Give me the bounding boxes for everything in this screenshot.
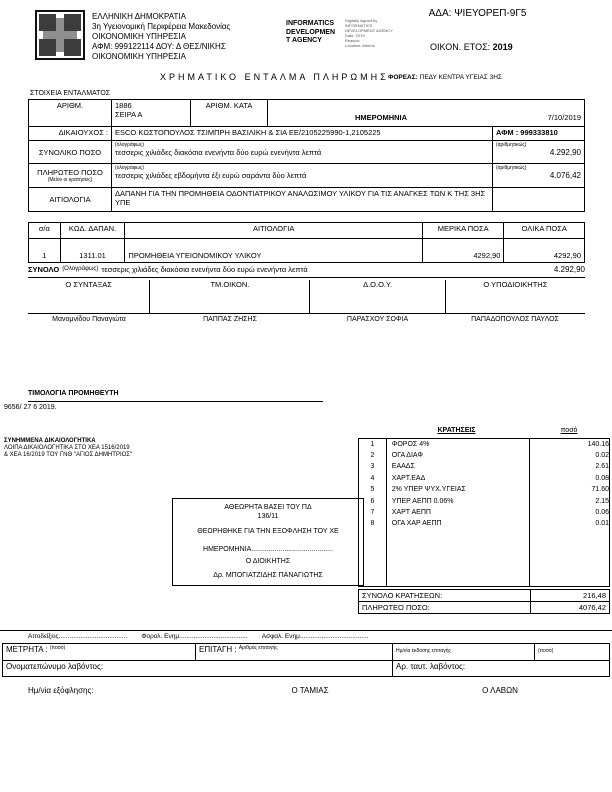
total-words: τεσσερις χιλιάδες διακόσια ενενήντα δύο ευρώ ενενήντα λεπτά bbox=[115, 148, 322, 157]
deduction-label: 2% ΥΠΕΡ ΨΥΧ.ΥΓΕΙΑΣ bbox=[391, 486, 466, 494]
approval-line: 136/11 bbox=[257, 512, 279, 520]
reason-empty-cell bbox=[493, 188, 585, 212]
approval-box bbox=[172, 498, 364, 586]
attachment-line: ΛΟΙΠΑ ΔΙΚΑΙΟΛΟΓΗΤΙΚΑ ΣΤΟ ΧΕΑ 1516/2019 bbox=[4, 445, 130, 451]
seira-value: ΣΕΙΡΑ Α bbox=[115, 110, 143, 119]
row-desc: ΠΡΟΜΗΘΕΙΑ ΥΓΕΙΟΝΟΜΙΚΟΥ ΥΛΙΚΟΥ bbox=[125, 250, 423, 263]
deduction-num: 4 bbox=[370, 474, 375, 482]
digital-signature-fineprint bbox=[345, 18, 415, 48]
deduction-num: 3 bbox=[370, 463, 375, 471]
cheque-date-cell bbox=[393, 644, 535, 661]
afm-label: ΑΦΜ : bbox=[496, 128, 519, 137]
date-value: 7/10/2019 bbox=[547, 113, 581, 122]
hellenic-cross-logo-icon bbox=[35, 10, 85, 60]
row-partial-amount: 4292,90 bbox=[422, 250, 504, 263]
ada-code bbox=[395, 8, 560, 20]
deduction-label: ΥΠΕΡ ΑΕΠΠ 0.06% bbox=[391, 497, 454, 505]
cheque-label: ΕΠΙΤΑΓΗ : bbox=[199, 645, 237, 654]
role-tm-oikon: ΤΜ.ΟΙΚΟΝ. bbox=[150, 280, 310, 313]
fineprint-line: DEVELOPMENT AGENCY bbox=[345, 28, 393, 33]
deduction-num: 5 bbox=[370, 486, 375, 494]
issuing-authority-block bbox=[92, 12, 282, 62]
deduction-row bbox=[359, 473, 609, 484]
spacer-cell bbox=[504, 239, 585, 250]
spacer-cell bbox=[422, 239, 504, 250]
payable-words: τεσσερις χιλιάδες εβδομήντα έξι ευρώ σαράντα δύο λεπτά bbox=[115, 171, 307, 180]
deduction-label: ΕΑΑΔΣ bbox=[391, 463, 415, 471]
deduction-label: ΟΓΑ ΧΑΡ ΑΕΠΠ bbox=[391, 520, 442, 528]
payoff-date-label: Ημ/νία εξόφλησης: bbox=[28, 686, 94, 695]
deduction-value: 2.61 bbox=[595, 463, 609, 471]
ada-label: ΑΔΑ: bbox=[428, 8, 452, 19]
receiver-id-cell: Αρ. ταυτ. λαβόντος: bbox=[393, 661, 610, 677]
deduction-num: 6 bbox=[370, 497, 375, 505]
fineprint-line: Reason: bbox=[345, 38, 360, 43]
sum-value: 4.292,90 bbox=[553, 265, 585, 274]
deduction-num: 8 bbox=[370, 520, 375, 528]
role-dooy: Δ.Ο.Ο.Υ. bbox=[310, 280, 445, 313]
deduction-row bbox=[359, 461, 609, 472]
spacer-cell bbox=[29, 239, 61, 250]
cheque-cell bbox=[196, 644, 393, 661]
total-value: 4.292,90 bbox=[549, 148, 581, 157]
afm-value: 999333810 bbox=[520, 128, 558, 137]
arithm-kata-label: ΑΡΙΘΜ. ΚΑΤΑ bbox=[191, 100, 268, 127]
reason-value: ΔΑΠΑΝΗ ΓΙΑ ΤΗΝ ΠΡΟΜΗΘΕΙΑ ΟΔΟΝΤΙΑΤΡΙΚΟΥ ΑΝΑΛΩΣΙΜΟΥ ΥΛΙΚΟΥ ΓΙΑ ΤΙΣ ΑΝΑΓΚΕΣ ΤΩΝ Κ ΤΗΣ 3ΗΣ ΥΠΕ bbox=[112, 188, 493, 212]
deduction-value: 140.16 bbox=[587, 440, 609, 448]
org-line: ΑΦΜ: 999122114 ΔΟΥ: Δ ΘΕΣ/ΝΙΚΗΣ bbox=[92, 42, 226, 51]
cash-amount-sublabel: (ποσό) bbox=[49, 645, 66, 651]
cheque-date-sublabel: Ημ/νία έκδοσης επιταγής bbox=[396, 648, 451, 654]
payable-value: 4.076,42 bbox=[549, 171, 581, 180]
entalma-info-table bbox=[28, 99, 585, 212]
deduction-value: 0.06 bbox=[595, 509, 609, 517]
row-sa: 1 bbox=[29, 250, 61, 263]
payment-method-table bbox=[2, 643, 610, 677]
deduction-row bbox=[359, 507, 609, 518]
clearance-line bbox=[28, 633, 468, 641]
attachment-line: & ΧΕΑ 16/2019 ΤΟΥ ΓΝΘ "ΑΓΙΟΣ ΔΗΜΗΤΡΙΟΣ" bbox=[4, 452, 133, 458]
col-header-total: ΟΛΙΚΑ ΠΟΣΑ bbox=[504, 223, 585, 239]
signer-name: ΠΑΠΠΑΣ ΖΗΣΗΣ bbox=[203, 316, 257, 323]
row-code: 1311.01 bbox=[60, 250, 125, 263]
role-ypodioikitis: Ο ΥΠΟΔΙΟΙΚΗΤΗΣ bbox=[483, 280, 548, 289]
org-line: ΕΛΛΗΝΙΚΗ ΔΗΜΟΚΡΑΤΙΑ bbox=[92, 12, 186, 21]
deduction-label: ΧΑΡΤ ΑΕΠΠ bbox=[391, 509, 431, 517]
signature-grid bbox=[28, 280, 585, 314]
cash-cell bbox=[3, 644, 196, 661]
numeric-label: (αριθμητικώς) bbox=[496, 142, 527, 148]
deduction-row bbox=[359, 450, 609, 461]
approval-name: Δρ. ΜΠΟΓΙΑΤΖΙΔΗΣ ΠΑΝΑΓΙΩΤΗΣ bbox=[213, 571, 323, 579]
payable-numeric-cell bbox=[493, 164, 585, 188]
spacer-cell bbox=[60, 239, 125, 250]
deductions-payable-value: 4076,42 bbox=[531, 601, 610, 614]
deduction-num: 2 bbox=[370, 452, 375, 460]
approval-line: ΑΘΕΩΡΗΤΑ ΒΑΣΕΙ ΤΟΥ ΠΔ bbox=[224, 504, 312, 511]
col-header-partial: ΜΕΡΙΚΑ ΠΟΣΑ bbox=[422, 223, 504, 239]
supplier-invoices-label: ΤΙΜΟΛΟΓΙΑ ΠΡΟΜΗΘΕΥΤΗ bbox=[28, 390, 323, 402]
attachments-block bbox=[4, 438, 174, 459]
arithm-value-cell bbox=[112, 100, 191, 127]
fiscal-year-value: 2019 bbox=[492, 42, 513, 52]
agency-line: T AGENCY bbox=[286, 37, 322, 44]
ada-value: ΨΙΕΥΟΡΕΠ-9Γ5 bbox=[454, 8, 527, 19]
date-label: ΗΜΕΡΟΜΗΝΙΑ bbox=[354, 113, 408, 122]
entalma-section-label: ΣΤΟΙΧΕΙΑ ΕΝΤΑΛΜΑΤΟΣ bbox=[30, 90, 111, 97]
col-header-desc: ΑΙΤΙΟΛΟΓΙΑ bbox=[125, 223, 423, 239]
expense-detail-table bbox=[28, 222, 585, 263]
deduction-value: 2.15 bbox=[595, 497, 609, 505]
foreas-line bbox=[388, 74, 502, 82]
date-cell bbox=[268, 100, 585, 127]
footer-divider bbox=[0, 630, 612, 631]
fineprint-line: Location: Athens bbox=[345, 43, 375, 48]
cheque-amount-sublabel: (ποσό) bbox=[538, 648, 554, 654]
fiscal-year bbox=[430, 42, 513, 53]
in-words-label: (ολογράφως) bbox=[115, 142, 145, 148]
receiver-name-cell: Ονοματεπώνυμο λαβόντος: bbox=[3, 661, 393, 677]
payable-label: ΠΛΗΡΩΤΕΟ ΠΟΣΟ bbox=[37, 168, 103, 177]
role-syntaxas: Ο ΣΥΝΤΑΞΑΣ bbox=[28, 280, 150, 313]
row-total-amount: 4292,90 bbox=[504, 250, 585, 263]
deductions-total-label: ΣΥΝΟΛΟ ΚΡΑΤΗΣΕΩΝ: bbox=[358, 589, 531, 602]
numeric-label: (αριθμητικώς) bbox=[496, 165, 527, 171]
deductions-table bbox=[358, 438, 610, 587]
deduction-row bbox=[359, 495, 609, 506]
deductions-payable-label: ΠΛΗΡΩΤΕΟ ΠΟΣΟ: bbox=[358, 601, 531, 614]
deductions-section bbox=[358, 427, 610, 614]
approval-role: Ο ΔΙΟΙΚΗΤΗΣ bbox=[245, 558, 291, 565]
deduction-value: 71.60 bbox=[591, 486, 609, 494]
spacer-cell bbox=[125, 239, 423, 250]
deduction-value: 0.08 bbox=[595, 474, 609, 482]
foreas-label: ΦΟΡΕΑΣ: bbox=[388, 74, 418, 81]
tax-clearance-label: Φορολ. Ενημ...................................... bbox=[141, 633, 248, 640]
org-line: ΟΙΚΟΝΟΜΙΚΗ ΥΠΗΡΕΣΙΑ bbox=[92, 32, 186, 41]
agency-line: INFORMATICS bbox=[286, 20, 335, 27]
deduction-label: ΧΑΡΤ.ΕΑΔ bbox=[391, 474, 426, 482]
fineprint-line: Date: 2019 bbox=[345, 33, 365, 38]
fineprint-line: INFORMATICS bbox=[345, 23, 373, 28]
cheque-amount-cell bbox=[535, 644, 610, 661]
deductions-total-value: 216,48 bbox=[531, 589, 610, 602]
receiver-label: Ο ΛΑΒΩΝ bbox=[482, 686, 518, 695]
signature-names-row bbox=[28, 316, 585, 325]
sum-words: τεσσερις χιλιάδες διακόσια ενενήντα δύο ευρώ ενενήντα λεπτά bbox=[101, 265, 308, 274]
deductions-amount-header: ποσό bbox=[560, 427, 578, 434]
approval-line: ΘΕΩΡΗΘΗΚΕ ΓΙΑ ΤΗΝ ΕΞΟΦΛΗΣΗ ΤΟΥ ΧΕ bbox=[197, 528, 339, 535]
arithm-label: ΑΡΙΘΜ. bbox=[29, 100, 112, 127]
deductions-payable-row bbox=[358, 601, 610, 614]
insurance-clearance-label: Ασφαλ. Ενημ...................................... bbox=[261, 633, 369, 640]
col-header-code: ΚΩΔ. ΔΑΠΑΝ. bbox=[60, 223, 125, 239]
signer-name: ΠΑΡΑΣΧΟΥ ΣΟΦΙΑ bbox=[346, 316, 409, 323]
cash-label: ΜΕΤΡΗΤΑ : bbox=[6, 645, 48, 654]
attachments-title: ΣΥΝΗΜΜΕΝΑ ΔΙΚΑΙΟΛΟΓΗΤΙΚΑ bbox=[4, 438, 96, 444]
payable-amount-label bbox=[29, 164, 112, 188]
deduction-row bbox=[359, 439, 609, 450]
deduction-row bbox=[359, 518, 609, 529]
signer-name: Μανομνίδου Παναγιώτα bbox=[52, 316, 126, 323]
total-amount-label: ΣΥΝΟΛΙΚΟ ΠΟΣΟ bbox=[29, 141, 112, 164]
afm-cell bbox=[493, 127, 585, 141]
agency-line: DEVELOPMEN bbox=[286, 28, 336, 36]
sum-label: ΣΥΝΟΛΟ bbox=[28, 265, 60, 274]
signer-name: ΠΑΠΑΔΟΠΟΥΛΟΣ ΠΑΥΛΟΣ bbox=[471, 316, 559, 323]
beneficiary-value: ESCO ΚΩΣΤΟΠΟΥΛΟΣ ΤΣΙΜΠΡΗ ΒΑΣΙΛΙΚΗ & ΣΙΑ ΕΕ/2105225990-1,2105225 bbox=[112, 127, 493, 141]
receipts-label: Αποδείξεις...................................... bbox=[28, 633, 128, 640]
arithm-value: 1886 bbox=[115, 101, 132, 110]
total-numeric-cell bbox=[493, 141, 585, 164]
payable-words-cell bbox=[112, 164, 493, 188]
approval-date-line: ΗΜΕΡΟΜΗΝΙΑ.......................................... bbox=[203, 545, 333, 553]
cashier-label: Ο ΤΑΜΙΑΣ bbox=[291, 686, 329, 695]
fiscal-year-label: ΟΙΚΟΝ. ΕΤΟΣ: bbox=[430, 42, 491, 52]
reason-label: ΑΙΤΙΟΛΟΓΙΑ bbox=[29, 188, 112, 212]
supplier-invoice-number: 9656/ 27 6 2019. bbox=[4, 404, 57, 411]
col-header-sa: σ/α bbox=[29, 223, 61, 239]
sum-words-label: (Ολογράφως) bbox=[62, 266, 99, 272]
deductions-title: ΚΡΑΤΗΣΕΙΣ bbox=[437, 427, 476, 434]
in-words-label: (ολογράφως) bbox=[115, 165, 145, 171]
deduction-row bbox=[359, 484, 609, 495]
beneficiary-label: ΔΙΚΑΙΟΥΧΟΣ : bbox=[29, 127, 112, 141]
foreas-value: ΠΕΔΥ ΚΕΝΤΡΑ ΥΓΕΙΑΣ 3ΗΣ bbox=[419, 74, 502, 81]
deduction-num: 7 bbox=[370, 509, 375, 517]
document-title: ΧΡΗΜΑΤΙΚΟ ΕΝΤΑΛΜΑ ΠΛΗΡΩΜΗΣ bbox=[160, 72, 389, 82]
deduction-value: 0.02 bbox=[595, 452, 609, 460]
total-words-cell bbox=[112, 141, 493, 164]
payable-sublabel: (Μείον οι κρατήσεις) bbox=[47, 177, 93, 183]
fineprint-line: Digitally signed by bbox=[345, 18, 378, 23]
diavgeia-agency-stamp bbox=[286, 20, 346, 46]
org-line: ΟΙΚΟΝΟΜΙΚΗ ΥΠΗΡΕΣΙΑ bbox=[92, 52, 186, 61]
detail-sum-row bbox=[28, 265, 585, 278]
deduction-label: ΦΟΡΟΣ 4% bbox=[391, 440, 430, 448]
deduction-num: 1 bbox=[370, 440, 375, 448]
org-line: 3η Υγειονομική Περιφέρεια Μακεδονίας bbox=[92, 22, 231, 31]
deduction-value: 0.01 bbox=[595, 520, 609, 528]
cheque-number-sublabel: Αριθμός επιταγής bbox=[238, 645, 278, 651]
deduction-label: ΟΓΑ ΔΙΑΦ bbox=[391, 452, 423, 460]
